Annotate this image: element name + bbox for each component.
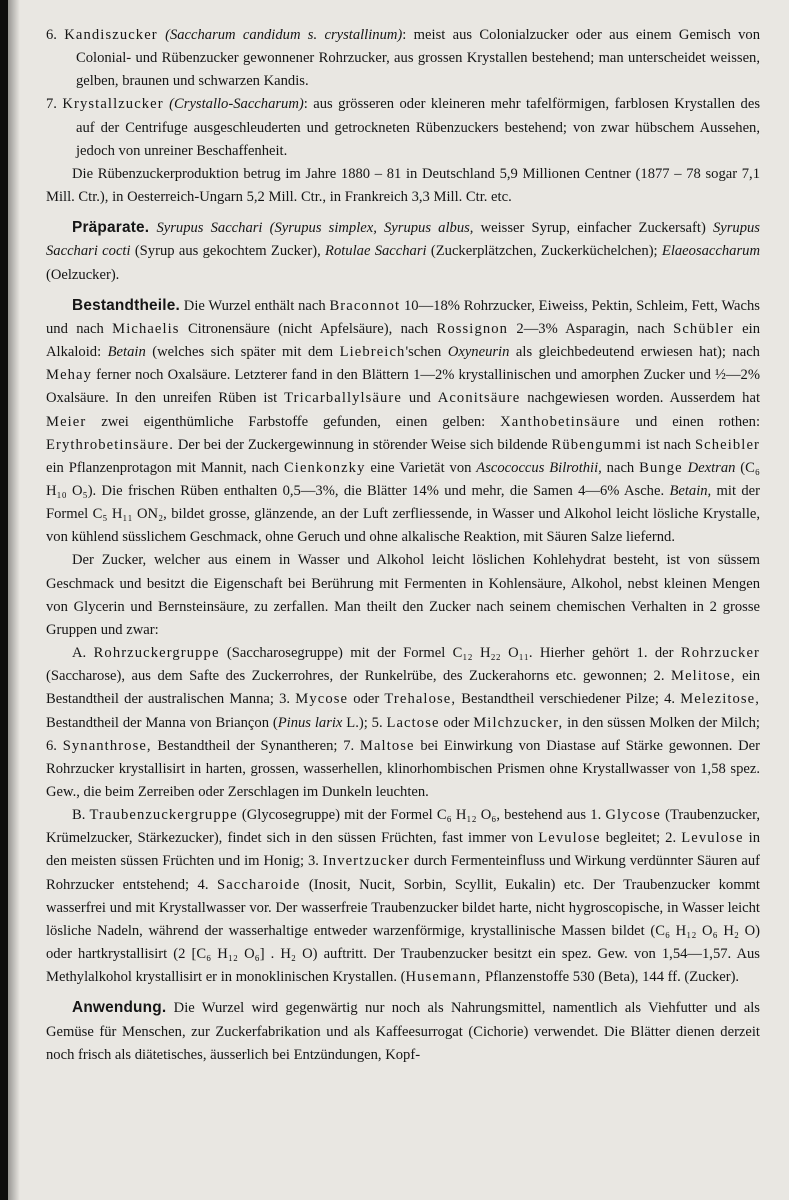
text-run: (Saccharosegruppe) mit der Formel C₁₂ H₂₂ O₁₁. Hierher gehört 1. der (219, 645, 681, 662)
sugar-name: Melezitose, (680, 691, 761, 708)
sugar-name: Maltose (359, 737, 415, 754)
compound-name: Dextran (687, 459, 736, 476)
text-run: Pflanzenstoffe 530 (Beta), 144 ff. (Zucker). (481, 969, 740, 986)
item-number: 6. (46, 27, 57, 43)
text-run: und (401, 390, 438, 407)
text-run: ein Bestandtheil der australischen Manna; 3. (46, 668, 760, 708)
author-name: Michaelis (112, 320, 180, 337)
author-name: Braconnot (329, 297, 401, 314)
text-run: nachgewiesen worden. Ausserdem hat (520, 390, 760, 407)
author-name: Mehay (46, 367, 93, 384)
sugar-name: Levulose (681, 830, 744, 847)
item-latin-name: (Crystallo-Saccharum) (169, 96, 304, 113)
author-name: Schübler (673, 320, 734, 337)
sugar-name: Rohrzucker (680, 645, 760, 662)
text-run: (Traubenzucker, Krümelzucker, Stärkezucker), findet sich in den süssen Früchten, fast immer von (46, 807, 761, 847)
compound-name: Erythrobetinsäure. (46, 436, 174, 453)
compound-name: Rübengummi (551, 436, 642, 453)
list-item-kandiszucker (46, 24, 760, 93)
text-run: (C₆ H₁₀ O₅). Die frischen Rüben enthalten 0,5—3%, die Blätter 14% und mehr, die Samen 4—6% Asche. (46, 459, 760, 499)
text-run: Der bei der Zuckergewinnung in störender Weise sich bildende (174, 436, 552, 453)
text-run: B. (72, 807, 90, 824)
text-run: L.); 5. (342, 714, 387, 731)
preparation-text: (Zuckerplätzchen, Zuckerküchelchen); (426, 243, 662, 260)
species-name: Ascococcus Bilrothii, (476, 459, 602, 476)
group-name: Rohrzuckergruppe (93, 645, 220, 662)
text-run: (welches sich später mit dem (145, 344, 340, 361)
sugar-name: Lactose (386, 714, 440, 731)
zucker-paragraph: Der Zucker, welcher aus einem in Wasser und Alkohol leicht löslichen Kohlehydrat besteht, ist von süssem Geschmack und besitzt die Eigenschaft bei Berührung mit Fermenten in Kohlensäure, Alkohol, nebst kleinen Mengen von Glycerin und Bernsteinsäure, zu zerfallen. Man theilt den Zucker nach seinem chemischen Verhalten in 2 grosse Gruppen und zwar: (46, 552, 760, 638)
preparation-name: Elaeosaccharum (661, 243, 760, 260)
text-run: mit der Formel C₅ H₁₁ ON₂, bildet grosse, glänzende, an der Luft zerfliessende, in Wasser und Alkohol leicht lösliche Krystalle, von kühlend süsslichem Geschmack, ohne Geruch und ohne alkalische Reaktion, mit Säuren Salze liefernd. (46, 482, 760, 546)
list-item-krystallzucker (46, 93, 760, 162)
sugar-name: Synanthrose, (62, 737, 152, 754)
anwendung-paragraph (46, 996, 760, 1066)
author-name: Liebreich (339, 344, 406, 361)
author-name: Meier (46, 413, 87, 430)
sugar-name: Glycose (605, 807, 661, 824)
sugar-name: Melitose, (671, 668, 736, 685)
text-run: durch Fermenteinfluss und Wirkung verdünnter Säuren auf Rohrzucker entstehend; 4. (46, 853, 760, 893)
text-run: A. (72, 645, 94, 662)
author-name: Bunge (639, 459, 683, 476)
text-run: Citronensäure (nicht Apfelsäure), nach (179, 320, 437, 337)
sugar-name: Invertzucker (322, 853, 410, 870)
sugar-name: Milchzucker, (473, 714, 564, 731)
text-run: zwei eigenthümliche Farbstoffe gefunden, einen gelben: (86, 413, 501, 430)
text-run: eine Varietät von (365, 459, 477, 476)
text-run: Die Wurzel wird gegenwärtig nur noch als Nahrungsmittel, namentlich als Viehfutter und als Gemüse für Menschen, zur Zuckerfabrikation und als Kaffeesurrogat (Cichorie) verwendet. Die Blätter dienen derzeit noch frisch als diätetisches, äusserlich bei Entzündungen, Kopf- (46, 1000, 760, 1063)
group-a-paragraph (46, 642, 760, 804)
text-run: in den meisten süssen Früchten und im Honig; 3. (46, 830, 761, 870)
preparation-name: Syrupus Sacchari (Syrupus simplex, Syrupus albus, (156, 220, 474, 237)
text-run: begleitet; 2. (600, 830, 682, 847)
scanned-page (8, 0, 789, 1200)
text-run: ein Pflanzenprotagon mit Mannit, nach (46, 459, 284, 476)
item-latin-name: (Saccharum candidum s. crystallinum) (165, 27, 403, 43)
bestandtheile-paragraph (46, 294, 760, 550)
item-term: Krystallzucker (62, 96, 164, 113)
group-b-paragraph (46, 804, 760, 989)
text-run: oder (348, 691, 385, 708)
text-run: Bestandtheil verschiedener Pilze; 4. (456, 691, 681, 708)
author-name: Husemann, (405, 969, 482, 986)
production-paragraph: Die Rübenzuckerproduktion betrug im Jahre 1880 – 81 in Deutschland 5,9 Millionen Centner (1877 – 78 sogar 7,1 Mill. Ctr.), in Oesterreich-Ungarn 5,2 Mill. Ctr., in Frankreich 3,3 Mill. Ctr. etc. (46, 165, 760, 206)
text-run: 'schen (405, 344, 448, 361)
text-run: Die Wurzel enthält nach (180, 297, 330, 314)
text-run: (Saccharose), aus dem Safte des Zuckerrohres, der Runkelrübe, des Zuckerahorns etc. gewonnen; 2. (46, 668, 672, 685)
compound-name: Xanthobetinsäure (500, 413, 621, 430)
preparation-name: Syrupus Sacchari cocti (46, 220, 760, 260)
item-text: : aus grösseren oder kleineren mehr tafelförmigen, farblosen Krystallen des auf der Centrifuge ausgeschleuderten und getrockneten Rübenzuckers bestehend; von zwar hübschem Aussehen, jedoch von unreiner Beschaffenheit. (76, 96, 760, 159)
text-run: nach (601, 459, 640, 476)
text-run: ein Alkaloid: (46, 320, 761, 361)
text-run: bei Einwirkung von Diastase auf Stärke gewonnen. Der Rohrzucker krystallisirt in harten, grossen, wasserhellen, klinorhombischen Prismen ohne Krystallwasser von 1,58 spez. Gew., die beim Zerreiben oder Zerschlagen im Dunkeln leuchten. (46, 737, 760, 800)
text-run: Bestandtheil der Synantheren; 7. (151, 737, 360, 754)
preparation-text: weisser Syrup, einfacher Zuckersaft) (473, 220, 713, 237)
compound-name: Oxyneurin (447, 344, 510, 361)
praeparate-paragraph (46, 216, 760, 286)
text-run: (Inosit, Nucit, Sorbin, Scyllit, Eukalin) etc. Der Traubenzucker kommt wasserfrei und mit Krystallwasser vor. Der wasserfreie Traubenzucker bildet harte, nicht hygroscopische, in Wasser leicht lösliche Nadeln, während der wasserhaltige entweder warzenförmige, krystallinische Massen bildet (C₆ H₁₂ O₆ H₂ O) oder hartkrystallisirt (2 [C₆ H₁₂ O₆] . H₂ O) auftritt. Der Traubenzucker besitzt ein spez. Gew. von 1,54—1,57. Aus Methylalkohol krystallisirt er in monoklinischen Krystallen. ( (46, 876, 760, 986)
text-run: als gleichbedeutend erwiesen hat); nach (509, 344, 760, 361)
section-heading-bestandtheile: Bestandtheile. (72, 296, 180, 314)
text-run: ferner noch Oxalsäure. Letzterer fand in den Blättern 1—2% krystallinischen und amorphen Zucker und ½—2% Oxalsäure. In den unreifen Rüben ist (46, 367, 760, 407)
text-run: ist nach (641, 436, 695, 453)
text-run: und einen rothen: (620, 413, 760, 430)
species-name: Pinus larix (277, 714, 343, 731)
sugar-name: Mycose (295, 691, 349, 708)
section-heading-anwendung: Anwendung. (72, 999, 167, 1017)
preparation-text: (Oelzucker). (46, 266, 120, 283)
item-number: 7. (46, 96, 57, 113)
compound-name: Aconitsäure (437, 390, 521, 407)
compound-name: Tricarballylsäure (284, 390, 402, 407)
text-run: Bestandtheil der Manna von Briançon ( (46, 714, 278, 731)
sugar-name: Saccharoide (217, 876, 301, 893)
author-name: Cienkonzky (283, 459, 366, 476)
group-name: Traubenzuckergruppe (89, 807, 238, 824)
preparation-text: (Syrup aus gekochtem Zucker), (130, 243, 326, 260)
page-body-text (46, 24, 760, 1067)
author-name: Rossignon (436, 320, 509, 337)
sugar-name: Trehalose, (384, 691, 457, 708)
text-run: 10—18% Rohrzucker, Eiweiss, Pektin, Schleim, Fett, Wachs und nach (46, 297, 760, 337)
item-term: Kandiszucker (64, 27, 158, 43)
text-run: 2—3% Asparagin, nach (508, 320, 674, 337)
author-name: Scheibler (694, 436, 760, 453)
page-gutter-shadow (8, 0, 20, 1200)
sugar-name: Levulose (538, 830, 601, 847)
preparation-name: Rotulae Sacchari (325, 243, 427, 260)
text-run: (Glycosegruppe) mit der Formel C₆ H₁₂ O₆, bestehend aus 1. (237, 807, 606, 824)
text-run: oder (439, 714, 474, 731)
item-text: : meist aus Colonialzucker oder aus einem Gemisch von Colonial- und Rübenzucker gewonnener Rohrzucker, aus grossen Krystallen bestehend; man unterscheidet weissen, gelben, braunen und schwarzen Kandis. (76, 27, 761, 90)
section-heading-praeparate: Präparate. (72, 219, 150, 237)
compound-name: Betain, (669, 482, 712, 499)
text-run: in den süssen Molken der Milch; 6. (46, 714, 760, 754)
compound-name: Betain (107, 344, 146, 361)
